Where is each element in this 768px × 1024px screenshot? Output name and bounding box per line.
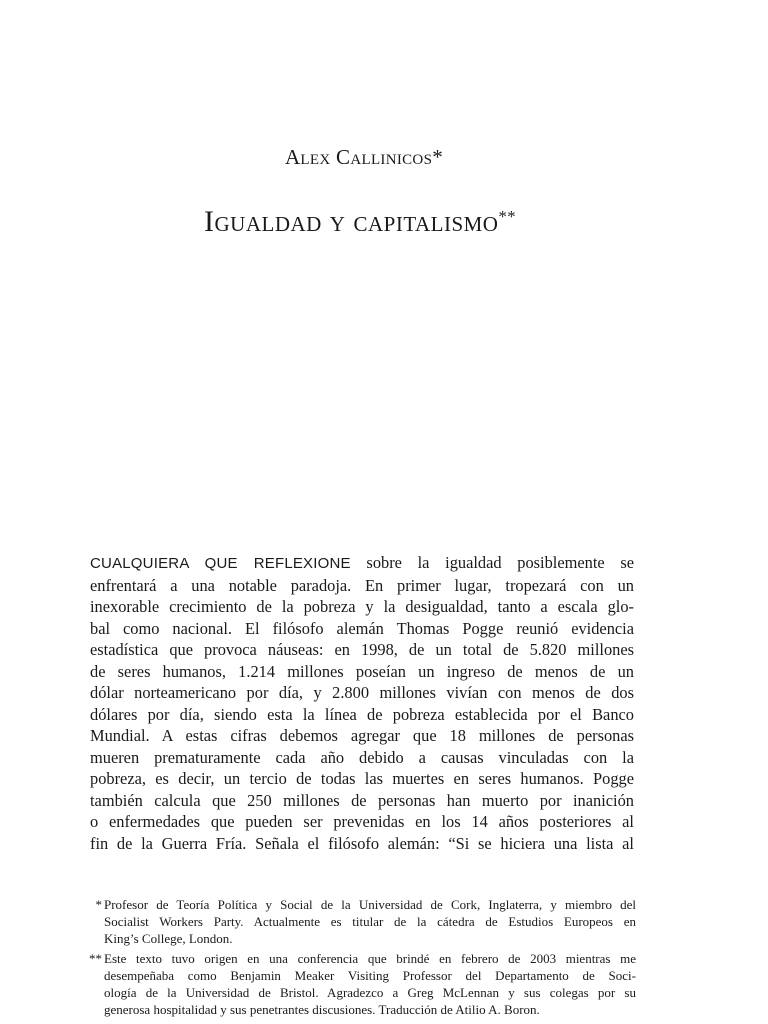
footnote-line: Profesor de Teoría Política y Social de la Universidad de Cork, Inglaterra, y miembro del	[104, 897, 636, 912]
body-line: dólares por día, siendo esta la línea de pobreza establecida por el Banco	[90, 704, 634, 724]
body-line-text: sobre la igualdad posiblemente se	[350, 553, 634, 572]
author-text: Alex Callinicos	[284, 145, 433, 169]
footnote-line: desempeñaba como Benjamin Meaker Visiting Professor del Departamento de Soci-	[104, 968, 636, 983]
article-title	[0, 205, 720, 239]
footnote-mark: *	[95, 897, 102, 912]
body-line: enfrentará a una notable paradoja. En primer lugar, tropezará con un	[90, 575, 634, 595]
footnote-mark: **	[89, 951, 102, 966]
body-line: bal como nacional. El filósofo alemán Thomas Pogge reunió evidencia	[90, 618, 634, 638]
body-line: estadística que provoca náuseas: en 1998, de un total de 5.820 millones	[90, 640, 634, 659]
author-footnote-mark: *	[432, 145, 444, 169]
body-line: fin de la Guerra Fría. Señala el filósofo alemán: “Si se hiciera una lista al	[90, 833, 634, 853]
title-footnote-mark: **	[498, 206, 516, 226]
footnote-line: generosa hospitalidad y sus penetrantes discusiones. Traducción de Atilio A. Boron.	[104, 1002, 540, 1017]
body-line	[90, 552, 634, 575]
footnote-line: Socialist Workers Party. Actualmente es titular de la cátedra de Estudios Europeos en	[104, 914, 636, 929]
lead-in-caps: CUALQUIERA QUE REFLEXIONE	[90, 555, 351, 572]
footnote-line: ología de la Universidad de Bristol. Agradezco a Greg McLennan y sus colegas por su	[104, 985, 636, 1000]
body-line: pobreza, es decir, un tercio de todas las muertes en seres humanos. Pogge	[90, 769, 634, 788]
body-line: o enfermedades que pueden ser prevenidas en los 14 años posteriores al	[90, 812, 634, 831]
footnotes	[88, 896, 636, 1021]
body-line: Mundial. A estas cifras debemos agregar que 18 millones de personas	[90, 726, 634, 745]
author-name	[0, 145, 728, 170]
body-paragraph	[90, 552, 634, 854]
footnote-author	[88, 896, 636, 947]
footnote-line: King’s College, London.	[104, 931, 233, 946]
footnote-line: Este texto tuvo origen en una conferencia que brindé en febrero de 2003 mientras me	[104, 951, 636, 966]
body-line: también calcula que 250 millones de personas han muerto por inanición	[90, 790, 634, 810]
body-line: dólar norteamericano por día, y 2.800 millones vivían con menos de dos	[90, 683, 634, 702]
footnote-title	[88, 950, 636, 1018]
body-line: mueren prematuramente cada año debido a causas vinculadas con la	[90, 747, 634, 767]
body-line: de seres humanos, 1.214 millones poseían un ingreso de menos de un	[90, 661, 634, 681]
body-line: inexorable crecimiento de la pobreza y la desigualdad, tanto a escala glo-	[90, 597, 634, 616]
title-text: Igualdad y capitalismo	[204, 205, 499, 238]
